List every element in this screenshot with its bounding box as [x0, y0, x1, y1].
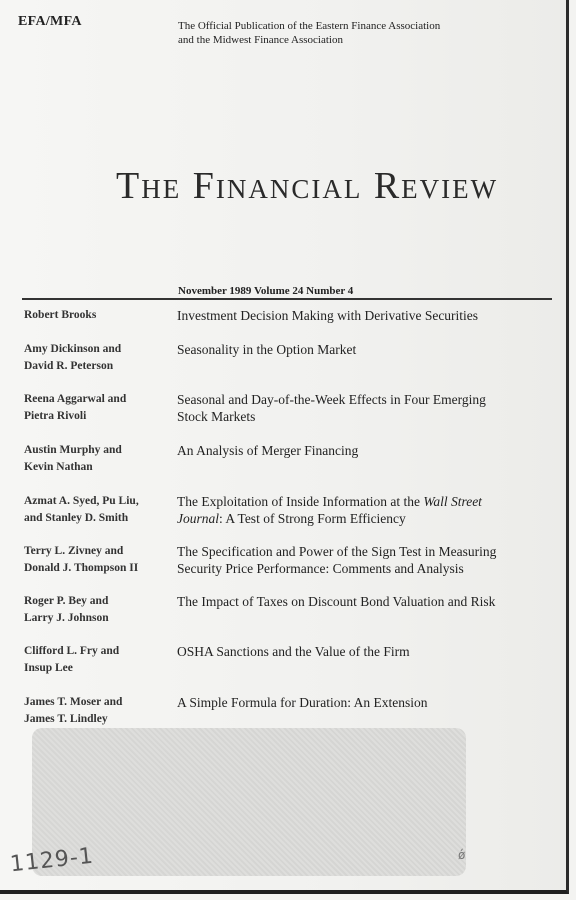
author-line: Larry J. Johnson [24, 612, 109, 624]
toc-authors [24, 442, 169, 476]
toc-authors [24, 307, 169, 324]
toc-article-title [177, 391, 547, 425]
toc-authors [24, 694, 169, 728]
author-line: James T. Moser and [24, 696, 123, 708]
author-line: Donald J. Thompson II [24, 562, 139, 574]
obscured-label-area [32, 728, 466, 876]
author-line: James T. Lindley [24, 713, 108, 725]
handwritten-number: 1129-1 [8, 843, 96, 878]
toc-authors [24, 593, 169, 627]
author-line: Reena Aggarwal and [24, 393, 127, 405]
title-text: The Exploitation of Inside Information at the [177, 494, 424, 509]
journal-title: The Financial Review [116, 165, 499, 207]
title-italic-text: Journal [177, 511, 219, 526]
toc-authors [24, 391, 169, 425]
toc-article-title [177, 307, 547, 324]
title-line: Seasonality in the Option Market [177, 342, 357, 357]
toc-article-title [177, 593, 547, 610]
divider-rule [22, 298, 552, 300]
author-line: Clifford L. Fry and [24, 645, 120, 657]
toc-authors [24, 543, 169, 577]
title-line: Stock Markets [177, 409, 256, 424]
title-line: Seasonal and Day-of-the-Week Effects in Four Emerging [177, 392, 486, 407]
author-line: Amy Dickinson and [24, 343, 122, 355]
title-line: The Specification and Power of the Sign Test in Measuring [177, 544, 497, 559]
author-line: Austin Murphy and [24, 444, 122, 456]
title-text: : A Test of Strong Form Efficiency [219, 511, 406, 526]
issue-line: November 1989 Volume 24 Number 4 [178, 285, 354, 297]
toc-article-title [177, 493, 547, 527]
author-line: Insup Lee [24, 662, 73, 674]
toc-article-title [177, 543, 547, 577]
toc-authors [24, 643, 169, 677]
title-line: OSHA Sanctions and the Value of the Firm [177, 644, 410, 659]
author-line: and Stanley D. Smith [24, 512, 129, 524]
toc-article-title [177, 442, 547, 459]
title-line [177, 493, 547, 510]
author-line: Robert Brooks [24, 309, 97, 321]
author-line: Terry L. Zivney and [24, 545, 124, 557]
author-line: David R. Peterson [24, 360, 114, 372]
author-line: Azmat A. Syed, Pu Liu, [24, 495, 139, 507]
toc-authors [24, 341, 169, 375]
title-italic-text: Wall Street [423, 494, 482, 509]
title-line: Security Price Performance: Comments and Analysis [177, 561, 464, 576]
toc-article-title [177, 341, 547, 358]
publication-statement [178, 19, 498, 47]
toc-article-title [177, 643, 547, 660]
author-line: Roger P. Bey and [24, 595, 109, 607]
org-code: EFA/MFA [18, 14, 82, 29]
title-line: A Simple Formula for Duration: An Extension [177, 695, 428, 710]
toc-article-title [177, 694, 547, 711]
toc-authors [24, 493, 169, 527]
publication-line-1: The Official Publication of the Eastern Finance Association [178, 20, 441, 32]
author-line: Kevin Nathan [24, 461, 93, 473]
title-line: An Analysis of Merger Financing [177, 443, 359, 458]
title-line [177, 510, 547, 527]
title-line: Investment Decision Making with Derivative Securities [177, 308, 479, 323]
author-line: Pietra Rivoli [24, 410, 87, 422]
title-line: The Impact of Taxes on Discount Bond Valuation and Risk [177, 594, 496, 609]
publication-line-2: and the Midwest Finance Association [178, 34, 343, 46]
ink-mark-icon: ǿ [458, 848, 466, 862]
